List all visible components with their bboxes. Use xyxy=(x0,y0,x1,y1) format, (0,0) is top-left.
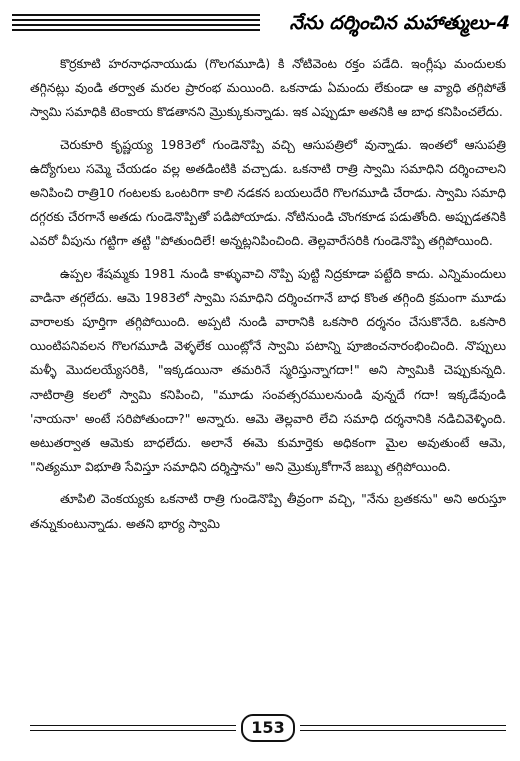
book-title: నేను దర్శించిన మహాత్ములు-4 xyxy=(289,12,510,34)
paragraph: చెరుకూరి కృష్ణయ్య 1983లో గుండెనొప్పి వచ్చి ఆసుపత్రిలో వున్నాడు. ఇంతలో ఆసుపత్రి ఉద్యోగులు సమ్మె చేయడం వల్ల అతడింటికి వచ్చాడు. ఒకనాటి రాత్రి స్వామి సమాధిని దర్శించాలని అనిపించి రాత్రి10 గంటలకు ఒంటరిగా కాలి నడకన బయలుదేరి గొలగమూడి చేరాడు. స్వామి సమాధి దగ్గరకు చేరగానే అతడు గుండెనొప్పితో పడిపోయాడు. నోటినుండి చొంగకూడ పడుతోంది. అప్పుడతనికి ఎవరో వీపును గట్టిగా తట్టి "పోతుందిలే! అన్నట్లనిపించింది. తెల్లవారేసరికి గుండెనొప్పి తగ్గిపోయింది. xyxy=(30,136,506,249)
page-body xyxy=(30,52,506,544)
page-number: 153 xyxy=(241,714,295,742)
page-header xyxy=(12,8,510,38)
paragraph: ఉప్పల శేషమ్మకు 1981 నుండి కాళ్ళువాచి నొప్పి పుట్టి నిద్రకూడా పట్టేది కాదు. ఎన్నిమందులు వాడినా తగ్గలేదు. ఆమె 1983లో స్వామి సమాధిని దర్శించగానే బాధ కొంత తగ్గింది క్రమంగా మూడు వారాలకు పూర్తిగా తగ్గిపోయింది. అప్పటి నుండి వారానికి ఒకసారి దర్శనం చేసుకొనేది. ఒకసారి యింటిపనివలన గొలగమూడి వెళ్ళలేక యింట్లోనే స్వామి పటాన్ని పూజించనారంభించింది. నొప్పులు మళ్ళీ మొదలయ్యేసరికి, "ఇక్కడయినా తమరినే స్మరిస్తున్నాగదా!" అని స్వామికి చెప్పుకున్నది. నాటిరాత్రి కలలో స్వామి కనిపించి, "మూడు సంవత్సరములనుండి వున్నదే గదా! ఇక్కడేవుండి 'నాయనా' అంటే సరిపోతుందా?" అన్నారు. ఆమె తెల్లవారి లేచి సమాధి దర్శనానికి నడిచివెళ్ళింది. అటుతర్వాత ఆమెకు బాధలేదు. అలానే ఈమె కుమార్తెకు అధికంగా మైల అవుతుంటే ఆమె, "నిత్యమూ విభూతి సేవిస్తూ సమాధిని దర్శిస్తాను" అని మ్రొక్కుకోగానే జబ్బు తగ్గిపోయింది. xyxy=(30,265,506,475)
paragraph: తూపిలి వెంకయ్యకు ఒకనాటి రాత్రి గుండెనొప్పి తీవ్రంగా వచ్చి, "నేను బ్రతకను" అని అరుస్తూ తన్నుకుంటున్నాడు. అతని భార్య స్వామి xyxy=(30,491,506,531)
footer-rule-left xyxy=(30,725,236,731)
footer-rule-right xyxy=(300,725,506,731)
page-footer xyxy=(30,714,506,740)
paragraph: కొర్రకూటి హరనాధనాయుడు (గొలగమూడి) కి నోటివెంట రక్తం పడేది. ఇంగ్లీషు మందులకు తగ్గినట్లు వుండి తర్వాత మరల ప్రారంభ మయింది. ఒకనాడు ఏమందు లేకుండా ఆ వ్యాధి తగ్గిపోతే స్వామి సమాధికి టెంకాయ కొడతానని మ్రొక్కుకున్నాడు. ఇక ఎప్పుడూ అతనికి ఆ బాధ కనిపించలేదు. xyxy=(30,56,506,120)
header-decorative-lines xyxy=(12,14,260,32)
